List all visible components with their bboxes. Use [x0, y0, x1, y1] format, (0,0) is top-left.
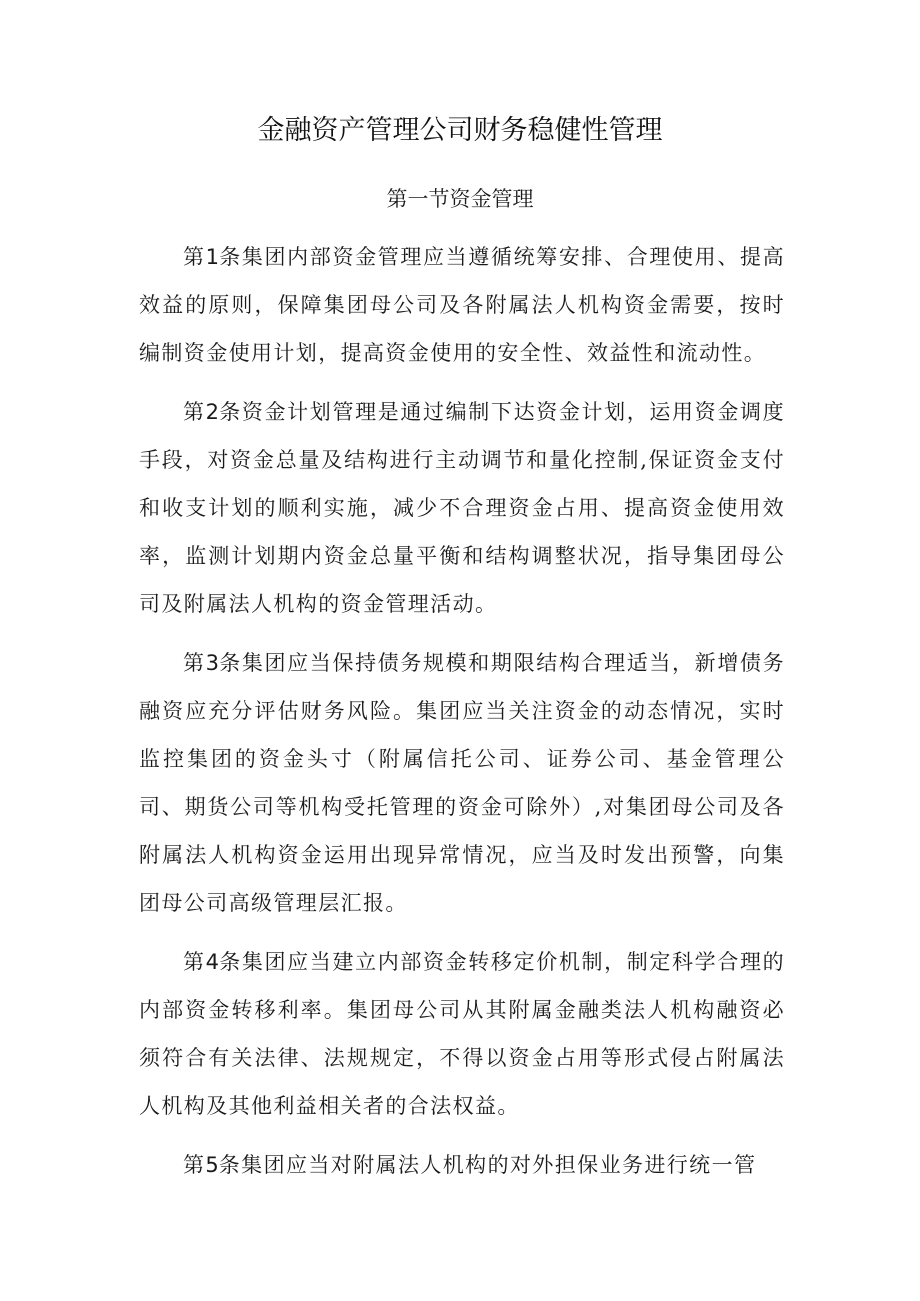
article-1	[139, 233, 785, 377]
article-prefix: 第	[183, 950, 206, 974]
article-text: 条集团应当保持债务规模和期限结构合理适当，新增债务融资应充分评估财务风险。集团应当关注资金的动态情况，实时监控集团的资金头寸（附属信托公司、证券公司、基金管理公司、期货公司等机构受托管理的资金可除外）,对集团母公司及各附属法人机构资金运用出现异常情况，应当及时发出预警，向集团母公司高级管理层汇报。	[139, 651, 785, 915]
article-number: 1	[205, 245, 220, 269]
article-text: 条集团应当对附属法人机构的对外担保业务进行统一管	[218, 1153, 757, 1177]
article-text: 条集团应当建立内部资金转移定价机制，制定科学合理的内部资金转移利率。集团母公司从其附属金融类法人机构融资必须符合有关法律、法规规定，不得以资金占用等形式侵占附属法人机构及其他利益相关者的合法权益。	[139, 950, 785, 1118]
article-prefix: 第	[183, 1153, 206, 1177]
document-body	[139, 233, 785, 1200]
article-prefix: 第	[183, 400, 206, 424]
article-prefix: 第	[183, 651, 206, 675]
article-text: 条集团内部资金管理应当遵循统筹安排、合理使用、提高效益的原则，保障集团母公司及各附属法人机构资金需要，按时编制资金使用计划，提高资金使用的安全性、效益性和流动性。	[139, 245, 785, 365]
article-4	[139, 938, 785, 1130]
article-number: 4	[205, 950, 220, 974]
article-3	[139, 639, 785, 927]
article-number: 2	[205, 400, 220, 424]
article-prefix: 第	[183, 245, 206, 269]
section-heading: 第一节资金管理	[386, 187, 534, 211]
article-5	[139, 1141, 785, 1189]
article-number: 5	[205, 1153, 219, 1177]
article-number: 3	[205, 651, 220, 675]
document-title: 金融资产管理公司财务稳健性管理	[257, 115, 663, 146]
article-2	[139, 388, 785, 628]
article-text: 条资金计划管理是通过编制下达资金计划，运用资金调度手段，对资金总量及结构进行主动调节和量化控制,保证资金支付和收支计划的顺利实施，减少不合理资金占用、提高资金使用效率，监测计划期内资金总量平衡和结构调整状况，指导集团母公司及附属法人机构的资金管理活动。	[139, 400, 785, 616]
